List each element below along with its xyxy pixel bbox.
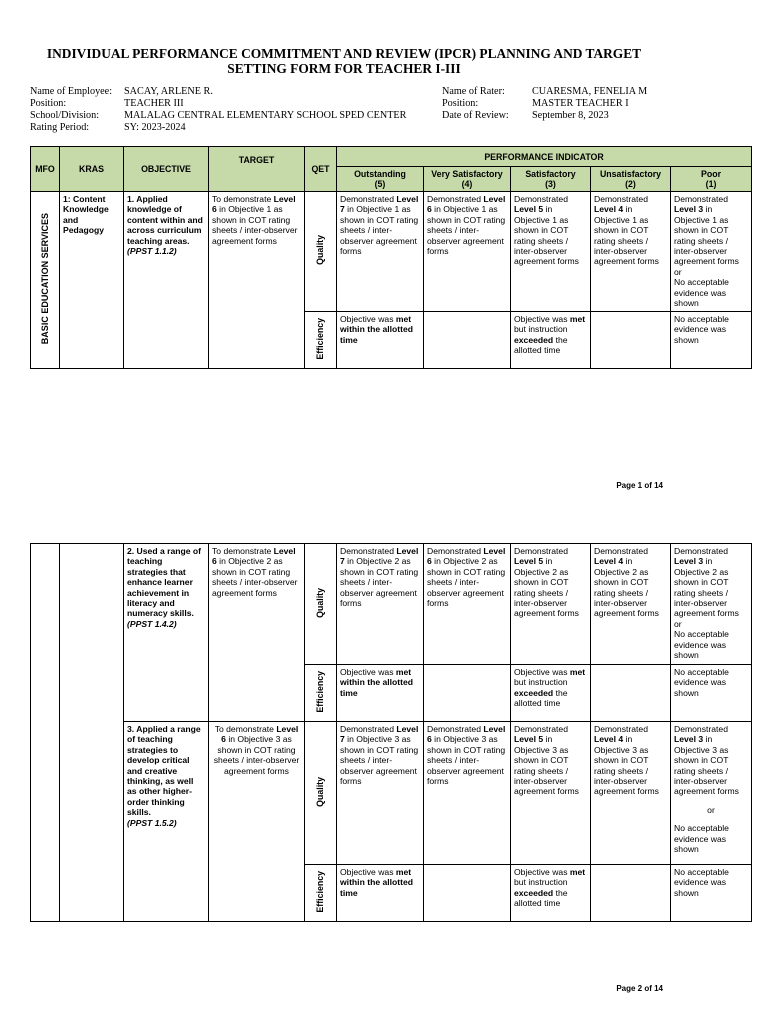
col-mfo: MFO <box>31 147 60 192</box>
kra-cell-continued <box>60 544 124 922</box>
quality-outstanding: Demonstrated Level 7 in Objective 1 as shown in COT rating sheets / inter-observer agreement forms <box>337 192 424 312</box>
col-unsatisfactory: Unsatisfactory (2) <box>591 167 671 192</box>
qet-efficiency: Efficiency <box>305 665 337 722</box>
kra-cell: 1: Content Knowledge and Pedagogy <box>60 192 124 369</box>
efficiency-satisfactory: Objective was met but instruction exceeded the allotted time <box>511 665 591 722</box>
table-row <box>31 192 752 312</box>
rater-name-label: Name of Rater: <box>442 86 505 97</box>
efficiency-unsatisfactory <box>591 865 671 922</box>
table-row <box>31 544 752 665</box>
objective-cell: 3. Applied a range of teaching strategies to develop critical and creative thinking, as well as other higher-order thinking skills. (PPST 1.5.2) <box>124 722 209 922</box>
employee-position-label: Position: <box>30 98 67 109</box>
quality-very-satisfactory: Demonstrated Level 6 in Objective 2 as shown in COT rating sheets / inter-observer agreement forms <box>424 544 511 665</box>
objective-cell: 2. Used a range of teaching strategies that enhance learner achievement in literacy and numeracy skills. (PPST 1.4.2) <box>124 544 209 722</box>
target-cell: To demonstrate Level 6 in Objective 1 as shown in COT rating sheets / inter-observer agreement forms <box>209 192 305 369</box>
form-title-line2: SETTING FORM FOR TEACHER I-III <box>227 61 461 76</box>
efficiency-poor: No acceptable evidence was shown <box>671 665 752 722</box>
efficiency-very-satisfactory <box>424 312 511 369</box>
ipcr-table-page1 <box>30 146 752 369</box>
col-qet: QET <box>305 147 337 192</box>
qet-efficiency: Efficiency <box>305 312 337 369</box>
rater-info <box>442 86 647 122</box>
quality-outstanding: Demonstrated Level 7 in Objective 3 as shown in COT rating sheets / inter-observer agreement forms <box>337 722 424 865</box>
employee-name-label: Name of Employee: <box>30 86 113 97</box>
efficiency-outstanding: Objective was met within the allotted time <box>337 312 424 369</box>
efficiency-unsatisfactory <box>591 312 671 369</box>
quality-satisfactory: Demonstrated Level 5 in Objective 1 as shown in COT rating sheets / inter-observer agreement forms <box>511 192 591 312</box>
form-title <box>0 46 688 76</box>
rating-period-label: Rating Period: <box>30 122 90 133</box>
target-cell: To demonstrate Level 6 in Objective 2 as shown in COT rating sheets / inter-observer agreement forms <box>209 544 305 722</box>
review-date-value: September 8, 2023 <box>532 110 609 121</box>
col-objective: OBJECTIVE <box>124 147 209 192</box>
qet-quality: Quality <box>305 192 337 312</box>
col-kras: KRAS <box>60 147 124 192</box>
efficiency-outstanding: Objective was met within the allotted time <box>337 665 424 722</box>
col-performance-indicator: PERFORMANCE INDICATOR <box>337 147 752 167</box>
review-date-label: Date of Review: <box>442 110 509 121</box>
efficiency-unsatisfactory <box>591 665 671 722</box>
col-outstanding: Outstanding (5) <box>337 167 424 192</box>
quality-very-satisfactory: Demonstrated Level 6 in Objective 3 as shown in COT rating sheets / inter-observer agreement forms <box>424 722 511 865</box>
efficiency-satisfactory: Objective was met but instruction exceeded the allotted time <box>511 865 591 922</box>
rater-name-value: CUARESMA, FENELIA M <box>532 86 648 97</box>
quality-poor: Demonstrated Level 3 in Objective 3 as shown in COT rating sheets / inter-observer agreement forms or No acceptable evidence was shown <box>671 722 752 865</box>
employee-position-value: TEACHER III <box>124 98 184 109</box>
quality-satisfactory: Demonstrated Level 5 in Objective 3 as shown in COT rating sheets / inter-observer agreement forms <box>511 722 591 865</box>
quality-outstanding: Demonstrated Level 7 in Objective 2 as shown in COT rating sheets / inter-observer agreement forms <box>337 544 424 665</box>
efficiency-very-satisfactory <box>424 665 511 722</box>
mfo-cell: BASIC EDUCATION SERVICES <box>31 192 60 369</box>
quality-unsatisfactory: Demonstrated Level 4 in Objective 1 as shown in COT rating sheets / inter-observer agreement forms <box>591 192 671 312</box>
school-value: MALALAG CENTRAL ELEMENTARY SCHOOL SPED CENTER <box>124 110 407 121</box>
table-row <box>31 722 752 865</box>
target-cell: To demonstrate Level 6 in Objective 3 as shown in COT rating sheets / inter-observer agreement forms <box>209 722 305 922</box>
qet-efficiency: Efficiency <box>305 865 337 922</box>
rater-position-label: Position: <box>442 98 479 109</box>
page-number-2: Page 2 of 14 <box>616 984 663 993</box>
quality-poor: Demonstrated Level 3 in Objective 2 as shown in COT rating sheets / inter-observer agreement forms or No acceptable evidence was shown <box>671 544 752 665</box>
quality-poor: Demonstrated Level 3 in Objective 1 as shown in COT rating sheets / inter-observer agreement forms or No acceptable evidence was shown <box>671 192 752 312</box>
col-satisfactory: Satisfactory (3) <box>511 167 591 192</box>
quality-very-satisfactory: Demonstrated Level 6 in Objective 1 as shown in COT rating sheets / inter-observer agreement forms <box>424 192 511 312</box>
col-poor: Poor (1) <box>671 167 752 192</box>
form-title-line1: INDIVIDUAL PERFORMANCE COMMITMENT AND REVIEW (IPCR) PLANNING AND TARGET <box>46 46 642 61</box>
efficiency-outstanding: Objective was met within the allotted time <box>337 865 424 922</box>
page-number-1: Page 1 of 14 <box>616 481 663 490</box>
col-very-satisfactory: Very Satisfactory (4) <box>424 167 511 192</box>
quality-unsatisfactory: Demonstrated Level 4 in Objective 3 as shown in COT rating sheets / inter-observer agreement forms <box>591 722 671 865</box>
rater-position-value: MASTER TEACHER I <box>532 98 629 109</box>
efficiency-very-satisfactory <box>424 865 511 922</box>
employee-name-value: SACAY, ARLENE R. <box>124 86 213 97</box>
qet-quality: Quality <box>305 544 337 665</box>
efficiency-poor: No acceptable evidence was shown <box>671 312 752 369</box>
school-label: School/Division: <box>30 110 100 121</box>
quality-unsatisfactory: Demonstrated Level 4 in Objective 2 as shown in COT rating sheets / inter-observer agreement forms <box>591 544 671 665</box>
rating-period-value: SY: 2023-2024 <box>124 122 186 133</box>
qet-quality: Quality <box>305 722 337 865</box>
efficiency-satisfactory: Objective was met but instruction exceeded the allotted time <box>511 312 591 369</box>
objective-cell: 1. Applied knowledge of content within and across curriculum teaching areas. (PPST 1.1.2) <box>124 192 209 369</box>
col-target: TARGET <box>209 147 305 192</box>
efficiency-poor: No acceptable evidence was shown <box>671 865 752 922</box>
ipcr-table-page2 <box>30 543 752 922</box>
employee-info <box>30 86 406 134</box>
mfo-cell-continued <box>31 544 60 922</box>
quality-satisfactory: Demonstrated Level 5 in Objective 2 as shown in COT rating sheets / inter-observer agreement forms <box>511 544 591 665</box>
